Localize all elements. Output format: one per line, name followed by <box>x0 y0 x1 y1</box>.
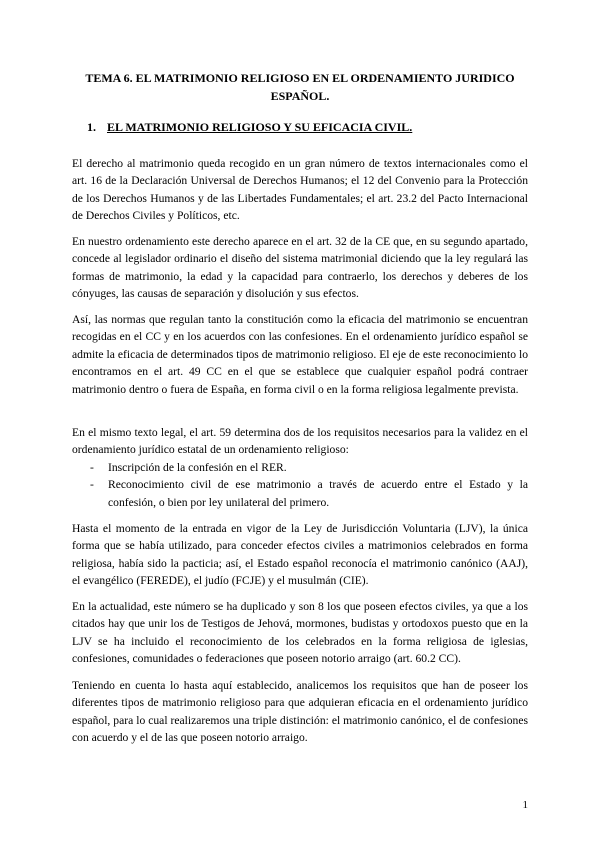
section-number: 1. <box>87 120 96 134</box>
list-item-text: Inscripción de la confesión en el RER. <box>108 461 287 474</box>
list-item-text: Reconocimiento civil de ese matrimonio a través de acuerdo entre el Estado y la confesión, o bien por ley unilateral del primero. <box>108 478 528 509</box>
list-bullet: - <box>90 461 94 474</box>
paragraph-conclusion: Teniendo en cuenta lo hasta aquí establecido, analicemos los requisitos que han de poseer los diferentes tipos de matrimonio religioso para que adquieran eficacia en el ordenamiento jurídico español, para lo cual realizaremos una triple distinción: el matrimonio canónico, el de confesiones con acuerdo y el de las que poseen notorio arraigo. <box>72 679 528 745</box>
paragraph-civil-code: Así, las normas que regulan tanto la constitución como la eficacia del matrimonio se encuentran recogidas en el CC y en los acuerdos con las confesiones. En el ordenamiento jurídico español se admite la eficacia de determinados tipos de matrimonio religioso. El eje de este reconocimiento lo encontramos en el art. 49 CC en el que se establece que cualquier español podrá contraer matrimonio dentro o fuera de España, en forma civil o en la forma religiosa legalmente prevista. <box>72 313 528 396</box>
section-heading <box>87 119 527 136</box>
paragraph-constitution: En nuestro ordenamiento este derecho aparece en el art. 32 de la CE que, en su segundo apartado, concede al legislador ordinario el diseño del sistema matrimonial diciendo que la ley regulará las formas de matrimonio, la edad y la capacidad para contraerlo, los derechos y deberes de los cónyuges, las causas de separación y disolución y sus efectos. <box>72 235 528 301</box>
paragraph-intro: El derecho al matrimonio queda recogido en un gran número de textos internacionales como el art. 16 de la Declaración Universal de Derechos Humanos; el 12 del Convenio para la Protección de los Derechos Humanos y de las Libertades Fundamentales; el art. 23.2 del Pacto Internacional de Derechos Civiles y Políticos, etc. <box>72 157 528 223</box>
paragraph-current-situation: En la actualidad, este número se ha duplicado y son 8 los que poseen efectos civiles, ya que a los citados hay que unir los de Testigos de Jehová, mormones, budistas y ortodoxos puesto que en la LJV se ha incluido el reconocimiento de los celebrados en la forma religiosa de iglesias, confesiones, comunidades o federaciones que poseen notorio arraigo (art. 60.2 CC). <box>72 600 528 666</box>
section-heading-text: EL MATRIMONIO RELIGIOSO Y SU EFICACIA CIVIL. <box>107 120 413 134</box>
document-title: TEMA 6. EL MATRIMONIO RELIGIOSO EN EL ORDENAMIENTO JURIDICO ESPAÑOL. <box>85 71 515 103</box>
requirements-list <box>72 459 528 511</box>
paragraph-art-59: En el mismo texto legal, el art. 59 determina dos de los requisitos necesarios para la validez en el ordenamiento jurídico estatal de un ordenamiento religioso: <box>72 426 528 457</box>
paragraph-ljv: Hasta el momento de la entrada en vigor de la Ley de Jurisdicción Voluntaria (LJV), la única forma que se había utilizado, para conceder efectos civiles a matrimonios celebrados en forma religiosa, había sido la pacticia; así, el Estado español reconocía el matrimonio canónico (AAJ), el evangélico (FEREDE), el judío (FCJE) y el musulmán (CIE). <box>72 522 528 588</box>
list-item <box>72 459 528 476</box>
page-number: 1 <box>522 799 528 811</box>
list-bullet: - <box>90 478 94 492</box>
list-item <box>72 476 528 511</box>
